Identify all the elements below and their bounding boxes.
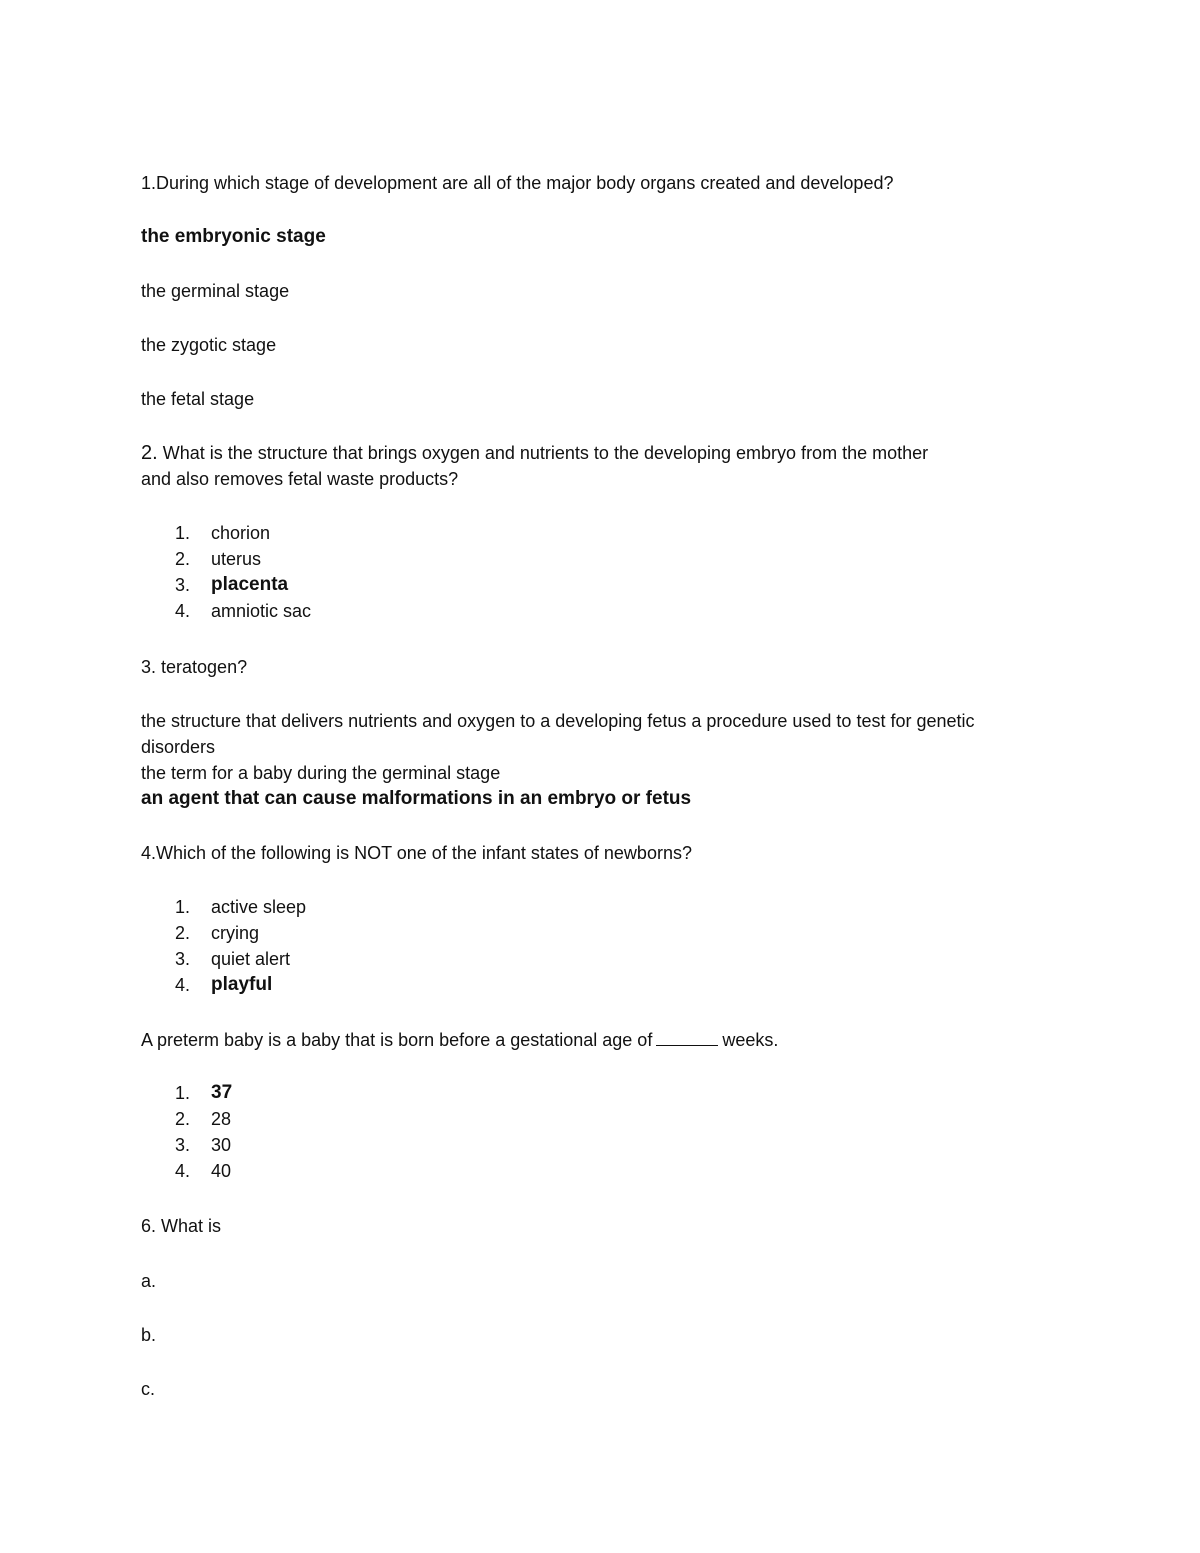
question-1-option-zygotic: the zygotic stage <box>141 335 277 355</box>
option-number: 2. <box>175 549 191 569</box>
question-2-text-line-1: What is the structure that brings oxygen and nutrients to the developing embryo from the mother <box>162 443 929 463</box>
question-3-text: 3. teratogen? <box>141 657 248 677</box>
option-text: 30 <box>211 1135 232 1155</box>
question-3-answer: an agent that can cause malformations in an embryo or fetus <box>141 788 692 809</box>
answer-blank <box>656 1029 718 1046</box>
option-number: 1. <box>175 897 191 917</box>
option-text: 28 <box>211 1109 232 1129</box>
question-5-text-before: A preterm baby is a baby that is born before a gestational age of <box>141 1030 653 1050</box>
option-text: active sleep <box>211 897 307 917</box>
option-number: 4. <box>175 975 191 995</box>
option-text: amniotic sac <box>211 601 312 621</box>
option-text-answer: 37 <box>211 1082 233 1103</box>
question-1-answer-embryonic: the embryonic stage <box>141 226 326 247</box>
question-6-option-c: c. <box>141 1379 156 1399</box>
option-number: 2. <box>175 923 191 943</box>
option-text: crying <box>211 923 260 943</box>
question-1-option-fetal: the fetal stage <box>141 389 255 409</box>
question-2-line-1 <box>141 440 928 466</box>
option-number: 4. <box>175 1161 191 1181</box>
option-text: uterus <box>211 549 262 569</box>
question-2-number: 2. <box>141 442 158 464</box>
question-5-text <box>141 1027 778 1053</box>
question-5-text-after: weeks. <box>722 1030 779 1050</box>
option-text: chorion <box>211 523 271 543</box>
question-4-text: 4.Which of the following is NOT one of the infant states of newborns? <box>141 843 692 863</box>
option-text: quiet alert <box>211 949 291 969</box>
option-number: 3. <box>175 575 191 595</box>
option-number: 1. <box>175 523 191 543</box>
option-text-answer: placenta <box>211 574 289 595</box>
question-3-option-2: the term for a baby during the germinal stage <box>141 763 501 783</box>
option-number: 2. <box>175 1109 191 1129</box>
question-6-option-b: b. <box>141 1325 157 1345</box>
option-text-answer: playful <box>211 974 273 995</box>
option-number: 3. <box>175 949 191 969</box>
question-6-option-a: a. <box>141 1271 157 1291</box>
option-number: 3. <box>175 1135 191 1155</box>
option-number: 1. <box>175 1083 191 1103</box>
question-1-option-germinal: the germinal stage <box>141 281 290 301</box>
option-text: 40 <box>211 1161 232 1181</box>
question-1-text: 1.During which stage of development are all of the major body organs created and developed? <box>141 173 894 193</box>
question-3-option-1: the structure that delivers nutrients and oxygen to a developing fetus a procedure used to test for genetic disorders <box>141 711 975 757</box>
question-6-text: 6. What is <box>141 1216 222 1236</box>
question-2-text-line-2: and also removes fetal waste products? <box>141 469 459 489</box>
option-number: 4. <box>175 601 191 621</box>
